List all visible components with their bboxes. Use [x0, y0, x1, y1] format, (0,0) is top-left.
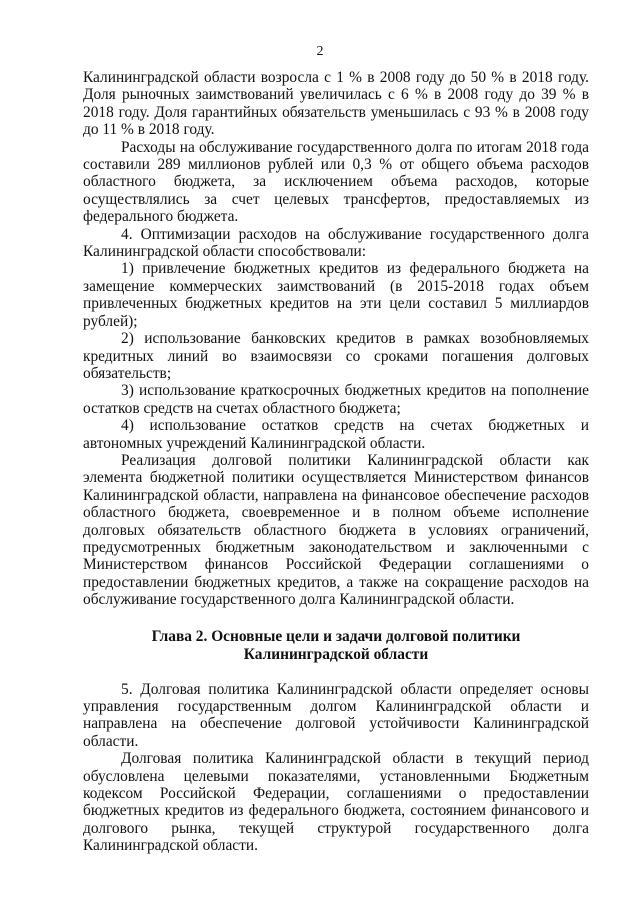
paragraph: 4. Оптимизации расходов на обслуживание государственного долга Калининградской области способствовали:: [83, 225, 589, 261]
section-top: [83, 69, 589, 609]
list-item: 2) использование банковских кредитов в рамках возобновляемых кредитных линий во взаимосвязи со сроками погашения долговых обязательств;: [83, 330, 589, 382]
list-item: 3) использование краткосрочных бюджетных кредитов на пополнение остатков средств на счетах областного бюджета;: [83, 382, 589, 417]
chapter-heading-line: Глава 2. Основные цели и задачи долговой политики: [151, 627, 521, 645]
paragraph: Долговая политика Калининградской области в текущий период обусловлена целевыми показателями, установленными Бюджетным кодексом Российской Федерации, соглашениями о предоставлении бюджетных кредитов из федерального бюджета, состоянием финансового и долгового рынка, текущей структурой государственного долга Калининградской области.: [83, 750, 589, 855]
page-number: 2: [316, 44, 324, 59]
chapter-heading-line: Калининградской области: [243, 645, 429, 663]
paragraph: 5. Долговая политика Калининградской области определяет основы управления государственным долгом Калининградской области и направлена на обеспечение долговой устойчивости Калининградской области.: [83, 680, 589, 750]
chapter-heading: [83, 628, 589, 664]
list-item: 4) использование остатков средств на счетах бюджетных и автономных учреждений Калининградской области.: [83, 417, 589, 452]
paragraph: Расходы на обслуживание государственного долга по итогам 2018 года составили 289 миллионов рублей или 0,3 % от общего объема расходов областного бюджета, за исключением объема расходов, которые осуществлялись за счет целевых трансфертов, предоставляемых из федерального бюджета.: [83, 138, 589, 226]
section-bottom: [83, 681, 589, 855]
document-body: [83, 69, 589, 855]
paragraph: Калининградской области возросла с 1 % в 2008 году до 50 % в 2018 году. Доля рыночных заимствований увеличилась с 6 % в 2008 году до 39 % в 2018 году. Доля гарантийных обязательств уменьшилась с 93 % в 2008 году до 11 % в 2018 году.: [83, 69, 589, 139]
list-item: 1) привлечение бюджетных кредитов из федерального бюджета на замещение коммерческих заимствований (в 2015-2018 годах объем привлеченных бюджетных кредитов на эти цели составил 5 миллиардов рублей);: [83, 260, 589, 330]
paragraph: Реализация долговой политики Калининградской области как элемента бюджетной политики осуществляется Министерством финансов Калининградской области, направлена на финансовое обеспечение расходов областного бюджета, своевременное и в полном объеме исполнение долговых обязательств областного бюджета в условиях ограничений, предусмотренных бюджетным законодательством и заключенными с Министерством финансов Российской Федерации соглашениями о предоставлении бюджетных кредитов, а также на сокращение расходов на обслуживание государственного долга Калининградской области.: [83, 451, 589, 609]
